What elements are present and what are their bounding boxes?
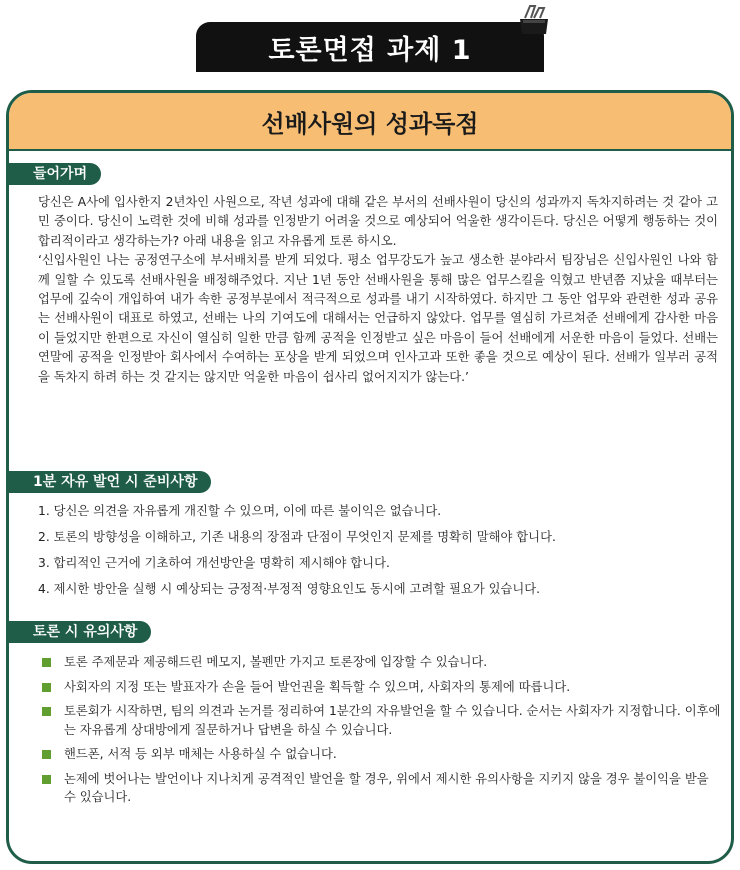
bullet-square-icon [42, 707, 51, 716]
prep-list [38, 498, 718, 602]
notes-list [42, 653, 722, 813]
bullet-square-icon [42, 750, 51, 759]
section-heading-prep: 1분 자유 발언 시 준비사항 [9, 471, 211, 493]
page-title: 토론면접 과제 1 [268, 34, 472, 66]
bullet-square-icon [42, 683, 51, 692]
content-panel [6, 90, 734, 864]
bullet-square-icon [42, 658, 51, 667]
section-heading-notes: 토론 시 유의사항 [9, 621, 151, 643]
panel-title: 선배사원의 성과독점 [261, 109, 479, 138]
title-tab [196, 22, 544, 72]
list-item: 1. 당신은 의견을 자유롭게 개진할 수 있으며, 이에 따른 불이익은 없습니다. [38, 504, 442, 518]
binder-clip-icon [516, 2, 552, 38]
panel-header [9, 93, 731, 151]
intro-text [38, 193, 718, 387]
list-item: 4. 제시한 방안을 실행 시 예상되는 긍정적·부정적 영향요인도 동시에 고려할 필요가 있습니다. [38, 582, 541, 596]
section-heading-intro: 들어가며 [9, 163, 101, 185]
intro-paragraph: 당신은 A사에 입사한지 2년차인 사원으로, 작년 성과에 대해 같은 부서의 선배사원이 당신의 성과까지 독차지하려는 것 같아 고민 중이다. 당신이 노력한 것에 비해 성과를 인정받기 어려울 것으로 예상되어 억울한 생각이든다. 당신은 어떻게 행동하는 것이 합리적이라고 생각하는가? 아래 내용을 읽고 자유롭게 토론 하시오. [38, 195, 718, 248]
list-item: 토론회가 시작하면, 팀의 의견과 논거를 정리하여 1분간의 자유발언을 할 수 있습니다. 순서는 사회자가 지정합니다. 이후에는 자유롭게 상대방에게 질문하거나 답변을 하실 수 있습니다. [42, 702, 722, 739]
list-item: 2. 토론의 방향성을 이해하고, 기존 내용의 장점과 단점이 무엇인지 문제를 명확히 말해야 합니다. [38, 530, 556, 544]
list-item: 사회자의 지정 또는 발표자가 손을 들어 발언권을 획득할 수 있으며, 사회자의 통제에 따릅니다. [42, 678, 722, 697]
bullet-square-icon [42, 775, 51, 784]
scenario-paragraph: ‘신입사원인 나는 공정연구소에 부서배치를 받게 되었다. 평소 업무강도가 높고 생소한 분야라서 팀장님은 신입사원인 나와 함께 일할 수 있도록 선배사원을 배정해주었다. 지난 1년 동안 선배사원을 통해 많은 업무스킬을 익혔고 반년쯤 지났을 때부터는 업무에 깊숙이 개입하여 내가 속한 공정부분에서 적극적으로 성과를 내기 시작하였다. 하지만 그 동안 업무와 관련한 성과 공유는 선배사원이 대표로 하였고, 선배는 나의 기여도에 대해서는 언급하지 않았다. 업무를 열심히 가르쳐준 선배에게 감사한 마음이 들었지만 한편으로 자신이 열심히 일한 만큼 함께 공적을 인정받고 싶은 마음이 들어 선배에게 서운한 마음이 들었다. 선배는 연말에 공적을 인정받아 회사에서 수여하는 포상을 받게 되었으며 인사고과 또한 좋을 것으로 예상이 된다. 선배가 일부러 공적을 독차지 하려 하는 것 같지는 않지만 억울한 마음이 쉽사리 없어지지가 않는다.’ [38, 253, 718, 384]
list-item: 토론 주제문과 제공해드린 메모지, 볼펜만 가지고 토론장에 입장할 수 있습니다. [42, 653, 722, 672]
list-item: 핸드폰, 서적 등 외부 매체는 사용하실 수 없습니다. [42, 745, 722, 764]
list-item: 3. 합리적인 근거에 기초하여 개선방안을 명확히 제시해야 합니다. [38, 556, 390, 570]
list-item: 논제에 벗어나는 발언이나 지나치게 공격적인 발언을 할 경우, 위에서 제시한 유의사항을 지키지 않을 경우 불이익을 받을 수 있습니다. [42, 770, 722, 807]
